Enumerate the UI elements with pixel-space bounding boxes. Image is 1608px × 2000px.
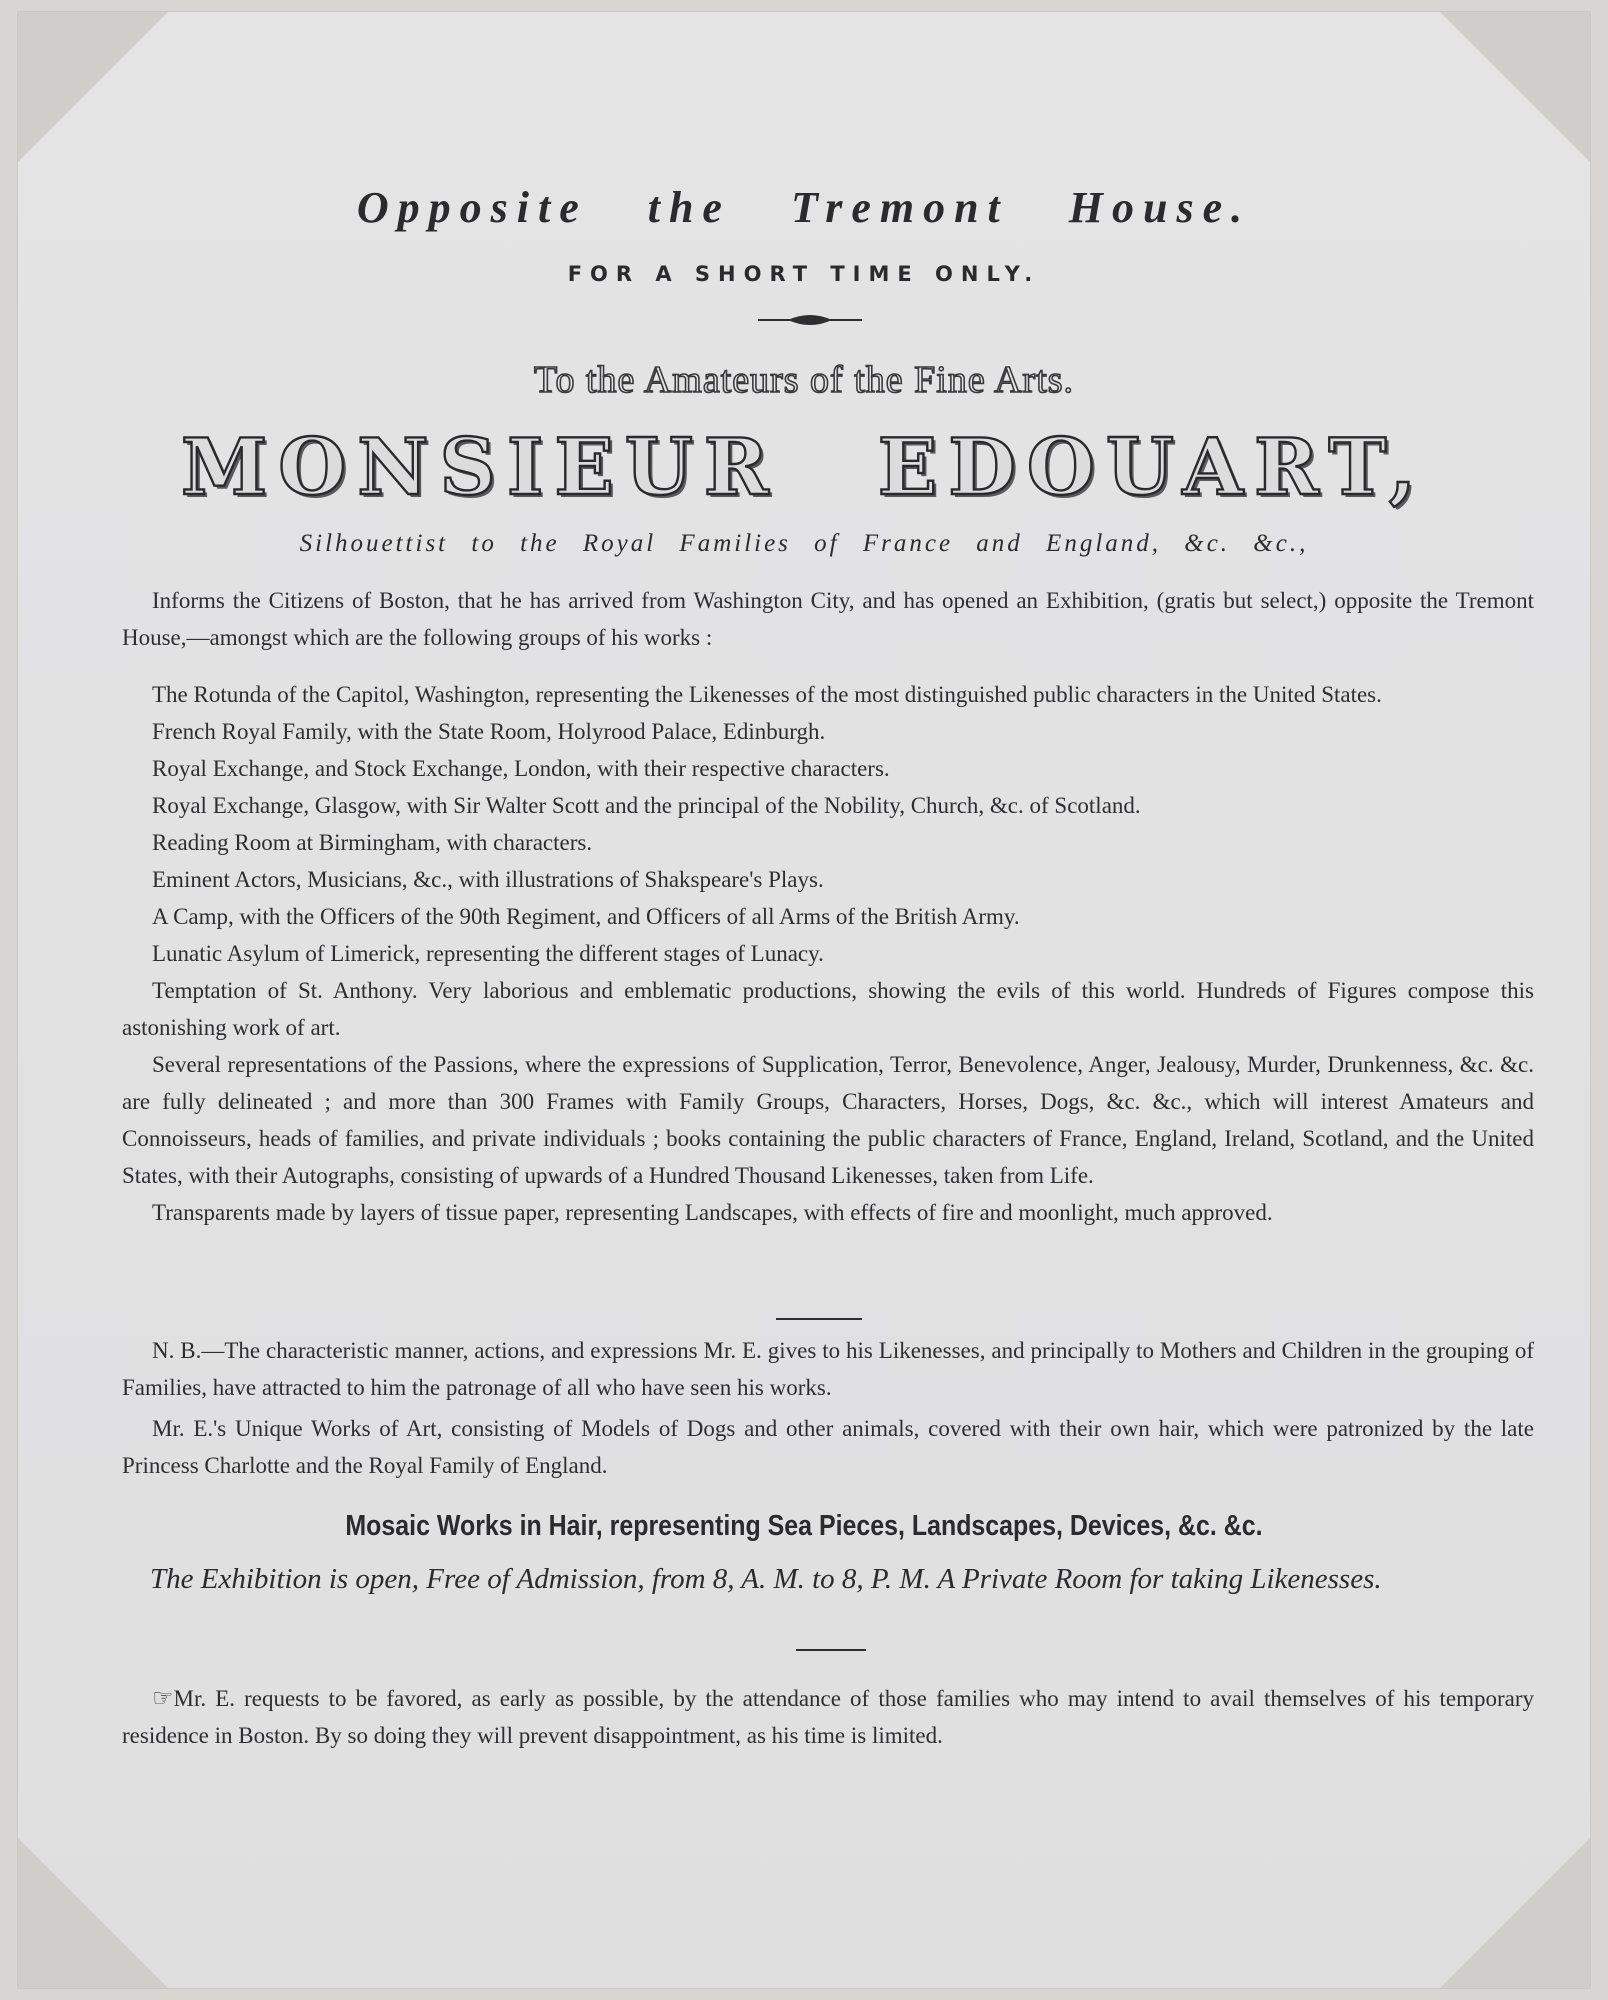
work-item: A Camp, with the Officers of the 90th Regiment, and Officers of all Arms of the British Army. [152, 904, 1020, 929]
heading-amateurs: To the Amateurs of the Fine Arts. [533, 359, 1075, 401]
work-item: Several representations of the Passions, where the expressions of Supplication, Terror, Benevolence, Anger, Jealousy, Murder, Drunkenness, &c. &c. are fully delineated ; and more than 300 Frames with Family Groups, Characters, Horses, Dogs, &c. &c., which will interest Amateurs and Connoisseurs, heads of families, and private individuals ; books containing the public characters of France, England, Ireland, Scotland, and the United States, with their Autographs, consisting of upwards of a Hundred Thousand Likenesses, taken from Life. [122, 1052, 1534, 1188]
corner-mount [1440, 1838, 1590, 1988]
nb-paragraph: N. B.—The characteristic manner, actions, and expressions Mr. E. gives to his Likenesses, and principally to Mothers and Children in the grouping of Families, have attracted to him the patronage of all who have seen his works. [122, 1338, 1534, 1400]
pointing-hand-icon: ☞ [152, 1684, 174, 1712]
exhibition-hours [122, 1558, 1534, 1600]
work-item: The Rotunda of the Capitol, Washington, representing the Likenesses of the most distinguished public characters in the United States. [152, 682, 1382, 707]
corner-mount [18, 1838, 168, 1988]
request-paragraph [122, 1680, 1534, 1754]
heading-opposite: Opposite the Tremont House. [356, 183, 1252, 232]
works-list [122, 676, 1534, 1231]
mosaic-line: Mosaic Works in Hair, representing Sea Pieces, Landscapes, Devices, &c. &c. [345, 1510, 1263, 1542]
heading-title: Silhouettist to the Royal Families of France and England, &c. &c., [299, 530, 1309, 557]
corner-mount [18, 12, 168, 162]
section-rule [796, 1649, 866, 1651]
nota-bene [122, 1332, 1534, 1488]
broadside-sheet [18, 12, 1590, 1988]
heading-name: MONSIEUR EDOUART, [180, 422, 1428, 513]
intro-text: Informs the Citizens of Boston, that he has arrived from Washington City, and has opened an Exhibition, (gratis but select,) opposite the Tremont House,—amongst which are the following groups of his works : [122, 588, 1534, 650]
ornament-divider [758, 312, 862, 328]
heading-short-time: FOR A SHORT TIME ONLY. [567, 262, 1041, 286]
work-item: Transparents made by layers of tissue paper, representing Landscapes, with effects of fire and moonlight, much approved. [152, 1200, 1273, 1225]
intro-paragraph [122, 582, 1534, 656]
work-item: Eminent Actors, Musicians, &c., with illustrations of Shakspeare's Plays. [152, 867, 824, 892]
work-item: Temptation of St. Anthony. Very laborious and emblematic productions, showing the evils of this world. Hundreds of Figures compose this astonishing work of art. [122, 978, 1534, 1040]
work-item: Reading Room at Birmingham, with characters. [152, 830, 593, 855]
corner-mount [1440, 12, 1590, 162]
request-line [122, 1680, 1534, 1754]
exhibition-text: The Exhibition is open, Free of Admission, from 8, A. M. to 8, P. M. A Private Room for taking Likenesses. [150, 1563, 1382, 1595]
request-text: Mr. E. requests to be favored, as early as possible, by the attendance of those families who may intend to avail themselves of his temporary residence in Boston. By so doing they will prevent disappointment, as his time is limited. [122, 1686, 1534, 1748]
work-item: French Royal Family, with the State Room, Holyrood Palace, Edinburgh. [152, 719, 826, 744]
work-item: Lunatic Asylum of Limerick, representing the different stages of Lunacy. [152, 941, 824, 966]
work-item: Royal Exchange, and Stock Exchange, London, with their respective characters. [152, 756, 890, 781]
section-rule [776, 1318, 862, 1320]
work-item: Royal Exchange, Glasgow, with Sir Walter Scott and the principal of the Nobility, Church, &c. of Scotland. [152, 793, 1141, 818]
nb-paragraph: Mr. E.'s Unique Works of Art, consisting of Models of Dogs and other animals, covered with their own hair, which were patronized by the late Princess Charlotte and the Royal Family of England. [122, 1416, 1534, 1478]
